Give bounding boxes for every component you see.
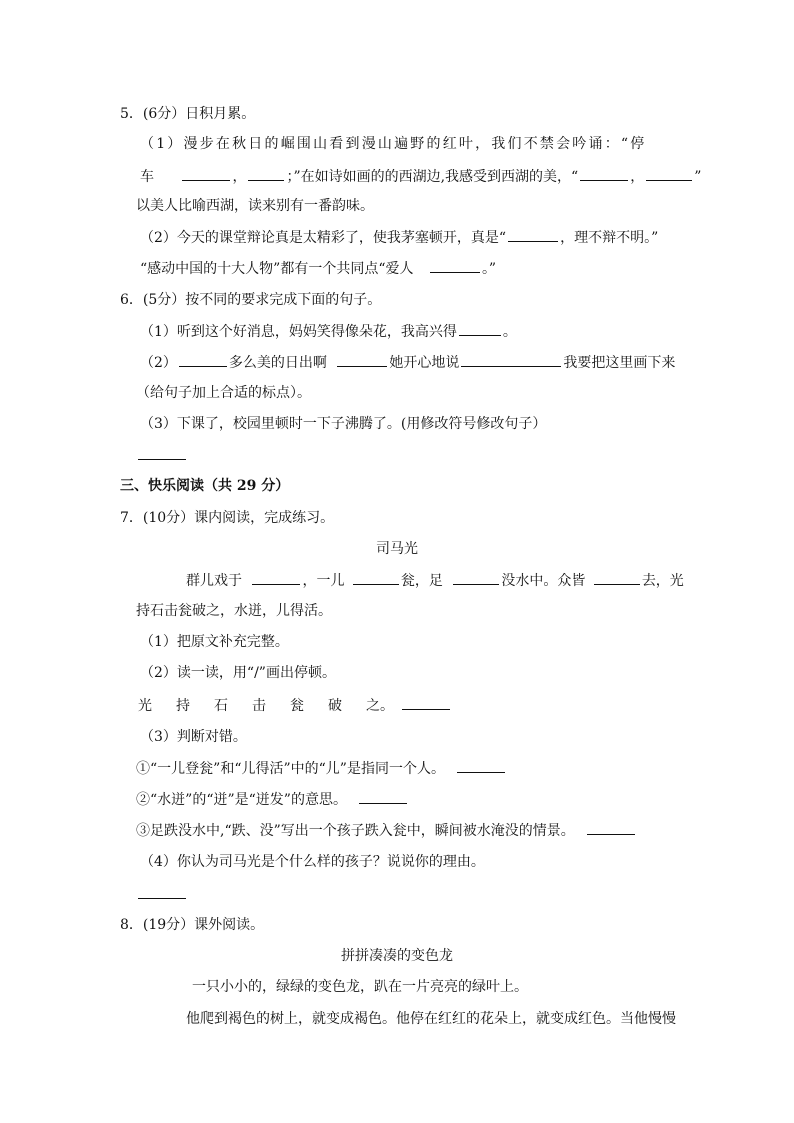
q7-passage-text-2: ，一儿	[302, 573, 345, 589]
q5-title: 5．(6分）日积月累。	[120, 106, 256, 122]
answer-blank[interactable]	[359, 789, 407, 804]
answer-blank[interactable]	[138, 445, 186, 460]
q5-part2-text-c: “感动中国的十大人物”都有一个共同点“爱人	[140, 261, 414, 277]
q6-sentence1-text: （1）听到这个好消息，妈妈笑得像朵花，我高兴得	[140, 324, 457, 340]
answer-blank[interactable]	[457, 758, 505, 773]
q7-judge2	[136, 789, 409, 810]
q5-part1-text-e: ”	[694, 169, 702, 185]
answer-blank[interactable]	[594, 570, 640, 585]
q7-pause-chars	[138, 695, 452, 716]
q7-task2: （2）读一读，用“/”画出停顿。	[140, 665, 336, 681]
q6-sentence2-label: （2）	[140, 355, 177, 371]
q6-sentence2-text-b: 多么美的日出啊	[228, 355, 327, 371]
pause-char: 破	[328, 698, 342, 714]
answer-blank[interactable]	[402, 695, 450, 710]
q5-part1-text-a: 车	[140, 169, 154, 185]
q5-part2-text-b: ，理不辩不明。”	[560, 230, 659, 246]
pause-char: 击	[252, 698, 266, 714]
q7-passage-text-1: 群儿戏于	[186, 573, 242, 589]
answer-blank[interactable]	[646, 166, 692, 181]
q6-sentence2-note: （给句子加上合适的标点）。	[136, 385, 311, 401]
q7-passage-line2: 持石击瓮破之，水迸，儿得活。	[136, 603, 332, 619]
q5-part2-line1	[140, 227, 658, 248]
answer-blank[interactable]	[179, 352, 227, 367]
answer-blank[interactable]	[508, 227, 558, 242]
q7-passage-line1	[186, 570, 684, 591]
q7-passage-text-4: 没水中。众皆	[501, 573, 586, 589]
answer-blank[interactable]	[587, 820, 635, 835]
q7-judge3-text: ③足跌没水中,“跌、没”写出一个孩子跌入瓮中，瞬间被水淹没的情景。	[136, 823, 575, 839]
q6-sentence2-text-d: 我要把这里画下来	[563, 355, 676, 371]
q6-sentence1	[140, 321, 517, 342]
q5-part1-text-b: ，	[232, 169, 247, 185]
q5-part1-line3: 以美人比喻西湖，读来别有一番韵味。	[136, 198, 374, 214]
answer-blank[interactable]	[453, 570, 499, 585]
answer-blank[interactable]	[252, 570, 300, 585]
q7-passage-text-5: 去，光	[641, 573, 684, 589]
q5-part2-text-a: （2）今天的课堂辩论真是太精彩了，使我茅塞顿开，真是“	[140, 230, 507, 246]
answer-blank[interactable]	[337, 352, 387, 367]
section-title: 三、快乐阅读（共 29 分）	[120, 478, 290, 494]
q7-passage-title: 司马光	[376, 541, 418, 557]
q8-passage-title: 拼拼凑凑的变色龙	[341, 948, 453, 964]
q6-sentence3: （3）下课了，校园里顿时一下子沸腾了。(用修改符号修改句子）	[140, 416, 547, 432]
q5-part2-line2	[140, 258, 496, 279]
q8-title: 8．(19分）课外阅读。	[120, 917, 265, 933]
q6-sentence1-end: 。	[502, 324, 517, 340]
q7-task1: （1）把原文补充完整。	[140, 634, 289, 650]
answer-blank[interactable]	[580, 166, 628, 181]
q7-judge2-text: ②“水迸”的“迸”是“迸发”的意思。	[136, 792, 347, 808]
q7-judge3	[136, 820, 637, 841]
pause-char: 持	[176, 698, 190, 714]
q7-judge1	[136, 758, 507, 779]
q6-sentence2-text-c: 她开心地说	[389, 355, 460, 371]
q7-title: 7．(10分）课内阅读，完成练习。	[120, 510, 335, 526]
q7-judge1-text: ①“一儿登瓮”和“儿得活”中的“儿”是指同一个人。	[136, 761, 445, 777]
q6-title: 6．(5分）按不同的要求完成下面的句子。	[120, 292, 382, 308]
q5-part1-text-d: ，	[630, 169, 645, 185]
answer-blank[interactable]	[138, 884, 186, 899]
answer-blank[interactable]	[461, 352, 561, 367]
answer-blank[interactable]	[248, 166, 284, 181]
q5-part1-line2	[140, 166, 701, 187]
q7-passage-text-3: 瓮，足	[400, 573, 443, 589]
answer-blank[interactable]	[459, 321, 501, 336]
pause-char: 瓮	[290, 698, 304, 714]
pause-char: 之。	[366, 698, 394, 714]
q8-paragraph1: 一只小小的，绿绿的变色龙，趴在一片亮亮的绿叶上。	[192, 979, 528, 995]
q5-part1-lead: （1）漫步在秋日的崛围山看到漫山遍野的红叶，我们不禁会吟诵：“停	[140, 136, 647, 152]
pause-char: 石	[214, 698, 228, 714]
answer-blank[interactable]	[353, 570, 399, 585]
pause-char: 光	[138, 698, 152, 714]
q7-task4: （4）你认为司马光是个什么样的孩子？说说你的理由。	[140, 854, 485, 870]
q6-answer-line	[138, 445, 186, 466]
q5-part1-text-c: ；”在如诗如画的的西湖边,我感受到西湖的美，“	[286, 169, 579, 185]
q8-paragraph2: 他爬到褐色的树上，就变成褐色。他停在红红的花朵上，就变成红色。当他慢慢	[186, 1011, 676, 1027]
answer-blank[interactable]	[182, 166, 230, 181]
q7-task3: （3）判断对错。	[140, 729, 247, 745]
q7-answer-line	[138, 884, 186, 905]
q5-part2-text-d: 。”	[481, 261, 497, 277]
q6-sentence2	[140, 352, 675, 373]
answer-blank[interactable]	[430, 258, 480, 273]
